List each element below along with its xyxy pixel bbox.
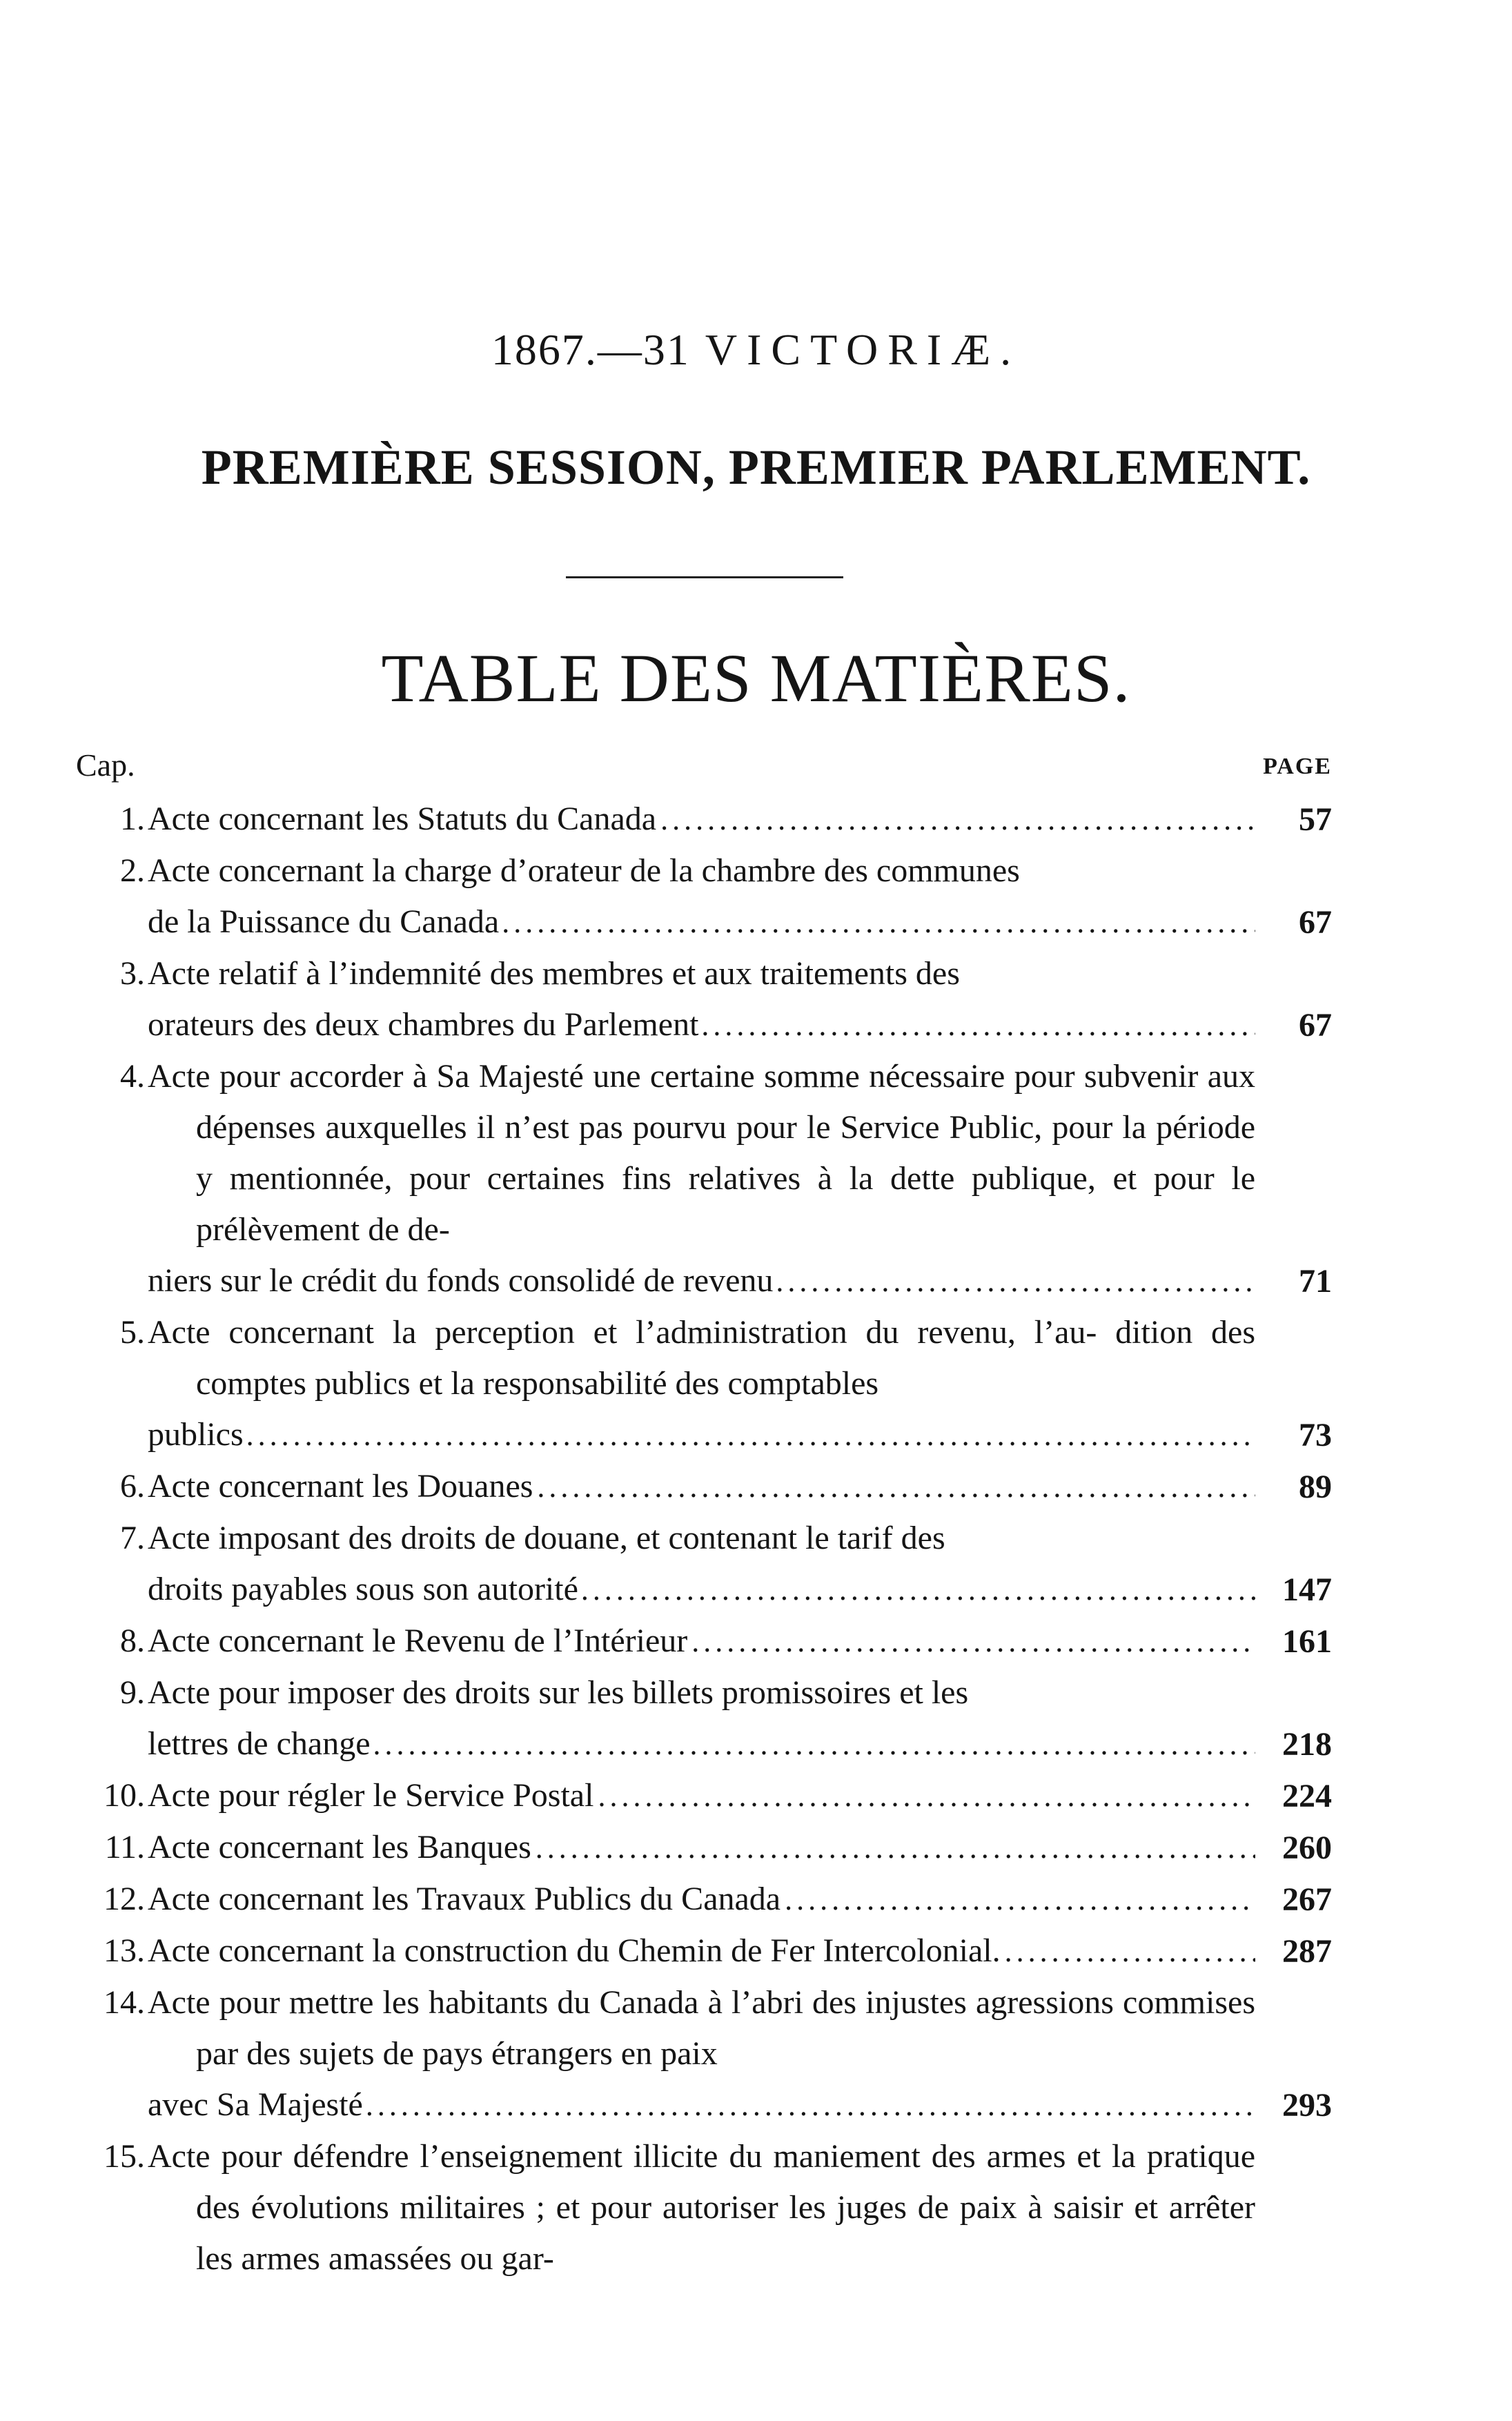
- dot-leader: [503, 897, 1255, 948]
- page-number: 293: [1282, 2087, 1332, 2124]
- entry-title: Acte imposant des droits de douane, et contenant le tarif des: [148, 1520, 945, 1556]
- entry-text: [148, 1822, 1255, 1874]
- entry-title-end: niers sur le crédit du fonds consolidé de revenu: [148, 1262, 774, 1299]
- entry-title-end: de la Puissance du Canada: [148, 903, 500, 940]
- entry-title: Acte pour régler le Service Postal: [148, 1777, 594, 1814]
- entry-text: [148, 1667, 1255, 1770]
- entry-text: [148, 1616, 1255, 1667]
- entry-title: Acte concernant le Revenu de l’Intérieur: [148, 1623, 688, 1659]
- entry-title: Acte concernant les Travaux Publics du Canada: [148, 1881, 781, 1917]
- page-number: 267: [1282, 1881, 1332, 1918]
- page-number: 73: [1299, 1417, 1332, 1453]
- entry-title: Acte pour défendre l’enseignement illicite du maniement des armes et la pratique des évolutions militaires ; et pour autoriser les juges de paix à saisir et arrêter les armes amassées ou gar-: [148, 2138, 1255, 2277]
- victoriae: VICTORIÆ.: [705, 325, 1021, 374]
- entry-text: [148, 948, 1255, 1051]
- chapter-number: 8.: [120, 1623, 145, 1659]
- dot-leader: [785, 1874, 1255, 1925]
- page-number: 224: [1282, 1778, 1332, 1814]
- entry-title: Acte pour accorder à Sa Majesté une certaine somme nécessaire pour subvenir aux dépenses auxquelles il n’est pas pourvu pour le Service Public, pour la période y mentionnée, pour certaines fins relatives à la dette publique, et pour le prélèvement de de-: [148, 1058, 1255, 1248]
- page-number: 89: [1299, 1469, 1332, 1505]
- dot-leader: [660, 794, 1255, 845]
- toc-entry: [0, 1307, 1512, 1461]
- chapter-number: 11.: [104, 1829, 145, 1865]
- entry-title-end: lettres de change: [148, 1725, 371, 1762]
- entry-text: [148, 2131, 1255, 2284]
- toc-entry: [0, 1667, 1512, 1770]
- entry-title: Acte pour imposer des droits sur les billets promissoires et les: [148, 1674, 969, 1711]
- year-reign-heading: [0, 324, 1512, 375]
- entry-text: [148, 794, 1255, 845]
- entry-title-end: droits payables sous son autorité: [148, 1571, 578, 1607]
- toc-entry: [0, 845, 1512, 948]
- entry-title: Acte concernant les Banques: [148, 1829, 531, 1865]
- dot-leader: [598, 1771, 1255, 1822]
- page-number: 147: [1282, 1571, 1332, 1608]
- page-number: 57: [1299, 801, 1332, 838]
- entry-text: [148, 1513, 1255, 1616]
- dot-leader: [1005, 1926, 1255, 1977]
- entry-title: Acte concernant la perception et l’administration du revenu, l’au- dition des comptes publics et la responsabilité des comptables: [148, 1314, 1255, 1402]
- entry-title: Acte concernant la construction du Chemin de Fer Intercolonial.: [148, 1932, 1001, 1969]
- page-number: 67: [1299, 1007, 1332, 1043]
- entry-title-end: orateurs des deux chambres du Parlement: [148, 1006, 699, 1043]
- page-column-label: PAGE: [1263, 754, 1332, 779]
- chapter-number: 6.: [120, 1468, 145, 1504]
- entry-text: [148, 1051, 1255, 1307]
- chapter-number: 3.: [120, 955, 145, 992]
- toc-entry: [0, 1051, 1512, 1307]
- chapter-number: 10.: [104, 1777, 145, 1814]
- chapter-number: 15.: [104, 2138, 145, 2175]
- toc-entry: [0, 1770, 1512, 1822]
- chapter-number: 14.: [104, 1984, 145, 2021]
- toc-entry: [0, 1925, 1512, 1977]
- chapter-number: 4.: [120, 1058, 145, 1095]
- chapter-number: 2.: [120, 852, 145, 889]
- entry-text: [148, 1307, 1255, 1461]
- year-reign: 1867.—31: [491, 325, 690, 374]
- chapter-number: 13.: [104, 1932, 145, 1969]
- page-number: 218: [1282, 1726, 1332, 1763]
- entry-title-end: publics: [148, 1416, 244, 1453]
- dot-leader: [536, 1823, 1255, 1874]
- page-number: 67: [1299, 904, 1332, 941]
- page-title: TABLE DES MATIÈRES.: [381, 640, 1131, 716]
- dot-leader: [777, 1256, 1255, 1307]
- entry-text: [148, 1770, 1255, 1822]
- divider-rule: [566, 576, 843, 578]
- chapter-number: 1.: [120, 801, 145, 837]
- toc-entry: [0, 1874, 1512, 1925]
- dot-leader: [367, 2080, 1255, 2131]
- toc-entry: [0, 794, 1512, 845]
- dot-leader: [248, 1410, 1255, 1461]
- dot-leader: [375, 1719, 1256, 1770]
- page-number: 260: [1282, 1830, 1332, 1866]
- toc-entry: [0, 1822, 1512, 1874]
- cap-column-label: Cap.: [76, 747, 135, 783]
- entry-title: Acte pour mettre les habitants du Canada à l’abri des injustes agressions commises par des sujets de pays étrangers en paix: [148, 1984, 1255, 2072]
- entry-text: [148, 1977, 1255, 2131]
- toc-entry: [0, 2131, 1512, 2284]
- entry-title: Acte relatif à l’indemnité des membres et aux traitements des: [148, 955, 960, 992]
- chapter-number: 7.: [120, 1520, 145, 1556]
- toc-entry: [0, 948, 1512, 1051]
- entry-text: [148, 1874, 1255, 1925]
- entry-title: Acte concernant les Douanes: [148, 1468, 533, 1504]
- entry-text: [148, 1461, 1255, 1513]
- toc-entry: [0, 1461, 1512, 1513]
- page-number: 71: [1299, 1263, 1332, 1300]
- page-number: 287: [1282, 1933, 1332, 1970]
- dot-leader: [537, 1462, 1255, 1513]
- page-number: 161: [1282, 1623, 1332, 1660]
- chapter-number: 5.: [120, 1314, 145, 1351]
- entry-title: Acte concernant les Statuts du Canada: [148, 801, 657, 837]
- chapter-number: 9.: [120, 1674, 145, 1711]
- entry-title-end: avec Sa Majesté: [148, 2086, 363, 2123]
- entry-title: Acte concernant la charge d’orateur de la chambre des communes: [148, 852, 1020, 889]
- chapter-number: 12.: [104, 1881, 145, 1917]
- entry-text: [148, 845, 1255, 948]
- entry-text: [148, 1925, 1255, 1977]
- toc-entry: [0, 1616, 1512, 1667]
- toc-entry: [0, 1513, 1512, 1616]
- dot-leader: [691, 1616, 1255, 1667]
- toc-entries: [0, 794, 1512, 2284]
- dot-leader: [703, 1000, 1255, 1051]
- toc-entry: [0, 1977, 1512, 2131]
- session-heading: PREMIÈRE SESSION, PREMIER PARLEMENT.: [201, 440, 1311, 495]
- dot-leader: [582, 1565, 1255, 1616]
